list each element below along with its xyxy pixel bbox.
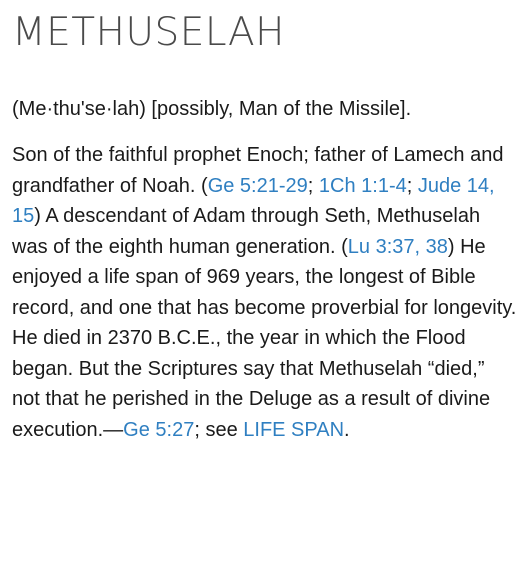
paragraph-text: ; <box>406 174 418 197</box>
paragraph-text: ) He enjoyed a life span of 969 years, the longest of Bible record, and one that has become proverbial for longevity. He died in 2370 B.C.E., the year in which the Flood began. But the Scriptures say that Methuselah “died,” not that he perished in the Deluge as a result of divine execution.— <box>12 235 517 441</box>
see-also-link-life-span[interactable]: LIFE SPAN <box>243 418 345 441</box>
paragraph-text: Son of the faithful prophet Enoch; father of Lamech and grandfather of Noah. ( <box>12 144 504 197</box>
paragraph-text: . <box>344 418 350 441</box>
scripture-link-lu-3-37-38[interactable]: Lu 3:37, 38 <box>347 235 448 258</box>
paragraph-text: ; <box>307 174 319 197</box>
scripture-link-ge-5-27[interactable]: Ge 5:27 <box>123 418 195 441</box>
scripture-link-1ch-1-1-4[interactable]: 1Ch 1:1-4 <box>318 174 407 197</box>
scripture-link-ge-5-21-29[interactable]: Ge 5:21-29 <box>207 174 308 197</box>
entry-paragraph <box>12 140 517 445</box>
entry-title: METHUSELAH <box>12 10 286 55</box>
paragraph-text: ) A descendant of Adam through Seth, Methuselah was of the eighth human generation. ( <box>12 205 481 258</box>
paragraph-text: ; see <box>194 418 244 441</box>
scripture-link-jude-14-15[interactable]: Jude 14, 15 <box>12 174 495 227</box>
pronunciation-line: (Me·thu'se·lah) [possibly, Man of the Missile]. <box>12 98 412 120</box>
